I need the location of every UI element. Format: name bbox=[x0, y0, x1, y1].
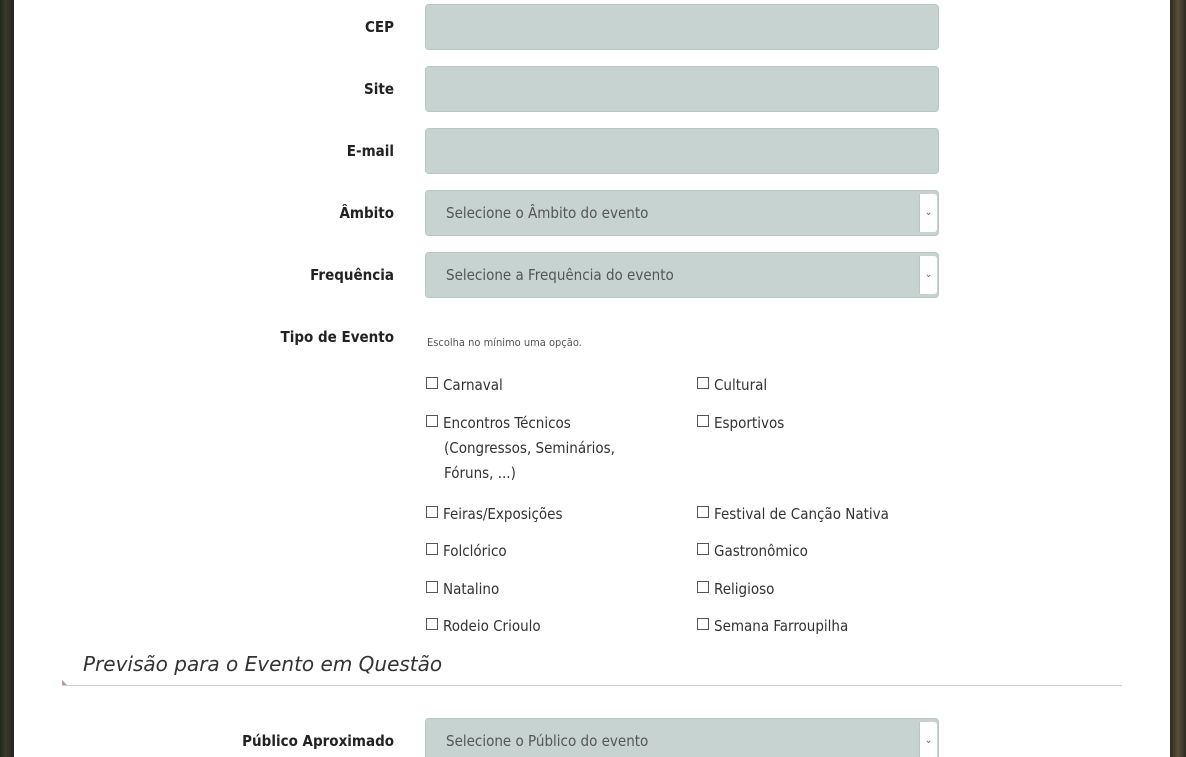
checkbox-festival-cancao-nativa[interactable] bbox=[697, 502, 927, 527]
ambito-row bbox=[14, 190, 1170, 236]
checkbox-label: Semana Farroupilha bbox=[714, 617, 849, 635]
checkbox-cultural[interactable] bbox=[697, 373, 927, 398]
checkbox-label: Esportivos bbox=[714, 414, 785, 432]
checkbox-rodeio-crioulo[interactable] bbox=[426, 614, 656, 639]
checkbox-gastronomico[interactable] bbox=[697, 539, 927, 564]
ambito-select-value: Selecione o Âmbito do evento bbox=[446, 204, 649, 222]
form-panel bbox=[14, 0, 1170, 757]
checkbox-label: Folclórico bbox=[443, 542, 507, 560]
checkbox-encontros-tecnicos[interactable] bbox=[426, 411, 656, 486]
checkbox-icon[interactable] bbox=[426, 377, 438, 389]
cep-row bbox=[14, 4, 1170, 50]
email-row bbox=[14, 128, 1170, 174]
checkbox-label: Gastronômico bbox=[714, 542, 808, 560]
checkbox-label: Carnaval bbox=[443, 376, 503, 394]
frequencia-label: Frequência bbox=[310, 266, 394, 284]
checkbox-label: Cultural bbox=[714, 376, 768, 394]
chevron-down-icon[interactable]: ⌄ bbox=[919, 194, 937, 232]
checkbox-icon[interactable] bbox=[426, 618, 438, 630]
cep-label: CEP bbox=[364, 18, 394, 36]
frequencia-row bbox=[14, 252, 1170, 298]
checkbox-natalino[interactable] bbox=[426, 577, 656, 602]
checkbox-label-line-2: (Congressos, Seminários, bbox=[444, 439, 615, 457]
checkbox-icon[interactable] bbox=[426, 415, 438, 427]
checkbox-label: Feiras/Exposições bbox=[443, 505, 563, 523]
chevron-down-icon[interactable]: ⌄ bbox=[919, 722, 937, 757]
section-divider bbox=[62, 685, 1122, 686]
background-left-edge bbox=[0, 0, 14, 757]
checkbox-icon[interactable] bbox=[426, 543, 438, 555]
site-input[interactable] bbox=[425, 66, 939, 112]
publico-select[interactable] bbox=[425, 718, 939, 757]
publico-select-value: Selecione o Público do evento bbox=[446, 732, 649, 750]
checkbox-label: Encontros Técnicos bbox=[443, 414, 571, 432]
checkbox-icon[interactable] bbox=[426, 581, 438, 593]
section-title-previsao: Previsão para o Evento em Questão bbox=[83, 652, 443, 676]
checkbox-label-line-3: Fóruns, ...) bbox=[444, 464, 516, 482]
checkbox-semana-farroupilha[interactable] bbox=[697, 614, 927, 639]
tipo-evento-hint: Escolha no mínimo uma opção. bbox=[427, 336, 582, 349]
checkbox-icon[interactable] bbox=[426, 506, 438, 518]
site-label: Site bbox=[364, 80, 394, 98]
checkbox-label: Festival de Canção Nativa bbox=[714, 505, 889, 523]
publico-row bbox=[14, 718, 1170, 757]
checkbox-icon[interactable] bbox=[697, 618, 709, 630]
ambito-select[interactable] bbox=[425, 190, 939, 236]
frequencia-select[interactable] bbox=[425, 252, 939, 298]
frequencia-select-value: Selecione a Frequência do evento bbox=[446, 266, 674, 284]
checkbox-folclorico[interactable] bbox=[426, 539, 656, 564]
checkbox-label: Natalino bbox=[443, 580, 500, 598]
checkbox-icon[interactable] bbox=[697, 415, 709, 427]
checkbox-icon[interactable] bbox=[697, 506, 709, 518]
checkbox-religioso[interactable] bbox=[697, 577, 927, 602]
ambito-label: Âmbito bbox=[339, 204, 394, 222]
checkbox-icon[interactable] bbox=[697, 377, 709, 389]
publico-label: Público Aproximado bbox=[242, 732, 394, 750]
site-row bbox=[14, 66, 1170, 112]
background-right-edge bbox=[1170, 0, 1186, 757]
checkbox-label: Rodeio Crioulo bbox=[443, 617, 541, 635]
checkbox-esportivos[interactable] bbox=[697, 411, 927, 436]
checkbox-icon[interactable] bbox=[697, 581, 709, 593]
email-label: E-mail bbox=[346, 142, 394, 160]
checkbox-feiras-exposicoes[interactable] bbox=[426, 502, 656, 527]
email-input[interactable] bbox=[425, 128, 939, 174]
cep-input[interactable] bbox=[425, 4, 939, 50]
tipo-evento-label: Tipo de Evento bbox=[280, 328, 394, 346]
checkbox-icon[interactable] bbox=[697, 543, 709, 555]
checkbox-label: Religioso bbox=[714, 580, 775, 598]
checkbox-carnaval[interactable] bbox=[426, 373, 656, 398]
chevron-down-icon[interactable]: ⌄ bbox=[919, 256, 937, 294]
